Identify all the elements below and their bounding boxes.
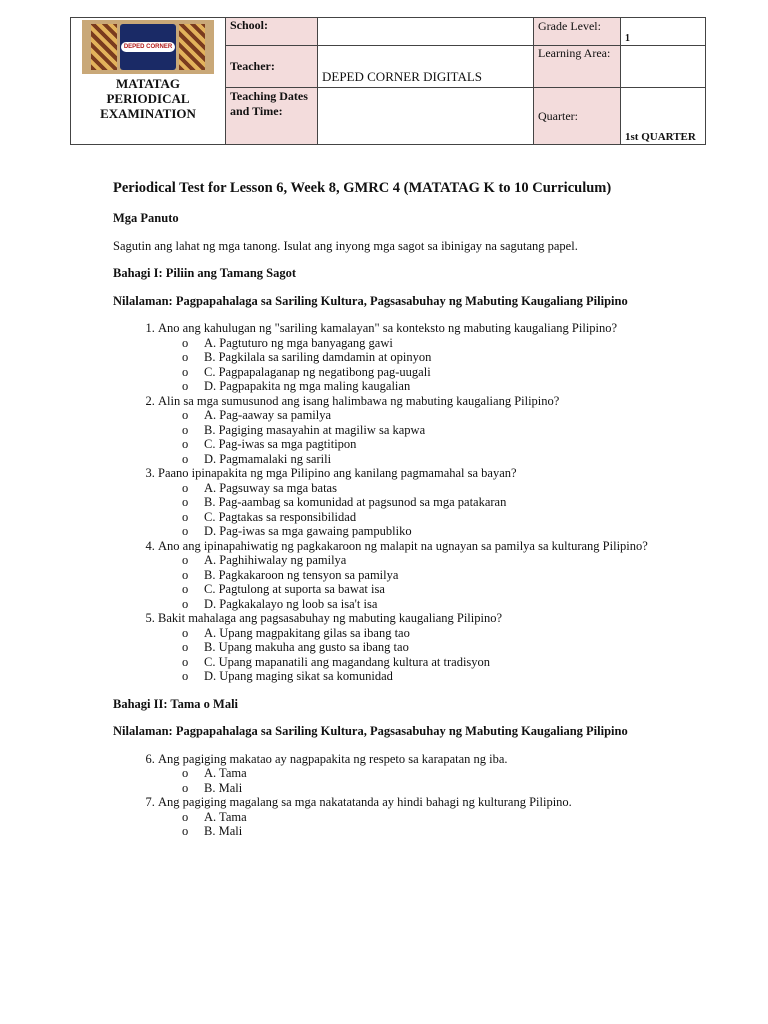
question-item xyxy=(158,752,673,796)
option-item: o C. Pagpapalaganap ng negatibong pag-uugali xyxy=(182,365,673,380)
option-list xyxy=(158,626,673,684)
instructions-heading: Mga Panuto xyxy=(113,211,179,225)
part1-heading: Bahagi I: Piliin ang Tamang Sagot xyxy=(113,266,297,280)
part2-content-heading: Nilalaman: Pagpapahalaga sa Sariling Kultura, Pagsasabuhay ng Mabuting Kaugaliang Pilipino xyxy=(113,724,628,738)
instructions-text: Sagutin ang lahat ng mga tanong. Isulat ang inyong mga sagot sa ibinigay na sagutang papel. xyxy=(113,238,578,253)
option-item: o D. Pag-iwas sa mga gawaing pampubliko xyxy=(182,524,673,539)
teaching-dates-field[interactable] xyxy=(318,88,534,145)
option-item: o B. Upang makuha ang gusto sa ibang tao xyxy=(182,640,673,655)
question-text: 1. Ano ang kahulugan ng "sariling kamalayan" sa konteksto ng mabuting kaugaliang Pilipino? xyxy=(158,321,618,335)
question-text: 7. Ang pagiging magalang sa mga nakatatanda ay hindi bahagi ng kulturang Pilipino. xyxy=(158,795,572,809)
option-item: o C. Pagtakas sa responsibilidad xyxy=(182,510,673,525)
school-field[interactable] xyxy=(318,18,534,46)
exam-content xyxy=(113,180,673,852)
option-item: o A. Upang magpakitang gilas sa ibang tao xyxy=(182,626,673,641)
option-list xyxy=(158,553,673,611)
option-item: o B. Mali xyxy=(182,824,673,839)
question-text: 6. Ang pagiging makatao ay nagpapakita ng respeto sa karapatan ng iba. xyxy=(158,751,508,766)
question-item xyxy=(158,611,673,684)
teacher-field[interactable]: DEPED CORNER DIGITALS xyxy=(318,46,534,88)
teaching-dates-label: Teaching Dates and Time: xyxy=(226,88,318,145)
option-list xyxy=(158,481,673,539)
question-item xyxy=(158,321,673,394)
option-item: o A. Pag-aaway sa pamilya xyxy=(182,408,673,423)
option-item: o A. Pagsuway sa mga batas xyxy=(182,481,673,496)
option-item: o C. Pag-iwas sa mga pagtitipon xyxy=(182,437,673,452)
exam-title-line: MATATAG xyxy=(115,76,181,91)
question-text: 5. Bakit mahalaga ang pagsasabuhay ng mabuting kaugaliang Pilipino? xyxy=(158,611,503,625)
exam-title xyxy=(71,76,225,121)
option-item: o B. Pag-aambag sa komunidad at pagsunod sa mga patakaran xyxy=(182,495,673,510)
learning-area-label: Learning Area: xyxy=(534,46,621,88)
quarter-field[interactable]: 1st QUARTER xyxy=(621,88,706,145)
grade-level-field[interactable]: 1 xyxy=(621,18,706,46)
option-list xyxy=(158,766,673,795)
part2-heading: Bahagi II: Tama o Mali xyxy=(113,696,239,711)
header-table xyxy=(70,17,706,145)
option-list xyxy=(158,810,673,839)
option-item: o D. Pagpapakita ng mga maling kaugalian xyxy=(182,379,673,394)
exam-title-line: EXAMINATION xyxy=(100,106,196,121)
question-item xyxy=(158,539,673,612)
option-item: o B. Pagkakaroon ng tensyon sa pamilya xyxy=(182,568,673,583)
question-item xyxy=(158,795,673,839)
question-text: 4. Ano ang ipinapahiwatig ng pagkakaroon ng malapit na ugnayan sa pamilya sa kulturang Pilipino? xyxy=(158,538,648,553)
option-item: o C. Upang mapanatili ang magandang kultura at tradisyon xyxy=(182,655,673,670)
option-item: o B. Mali xyxy=(182,781,673,796)
part2-questions xyxy=(113,752,673,839)
option-item: o C. Pagtulong at suporta sa bawat isa xyxy=(182,582,673,597)
logo-badge: DEPED CORNER xyxy=(121,42,175,52)
question-text: 2. Alin sa mga sumusunod ang isang halimbawa ng mabuting kaugaliang Pilipino? xyxy=(158,393,560,408)
logo-center xyxy=(120,24,176,70)
logo-cell xyxy=(71,18,226,145)
option-item: o D. Pagkakalayo ng loob sa isa't isa xyxy=(182,597,673,612)
option-list xyxy=(158,408,673,466)
option-item: o D. Pagmamalaki ng sarili xyxy=(182,452,673,467)
part1-content-heading: Nilalaman: Pagpapahalaga sa Sariling Kultura, Pagsasabuhay ng Mabuting Kaugaliang Pilipino xyxy=(113,293,628,308)
exam-title-line: PERIODICAL xyxy=(106,91,190,106)
question-item xyxy=(158,466,673,539)
option-item: o D. Upang maging sikat sa komunidad xyxy=(182,669,673,684)
option-item: o A. Tama xyxy=(182,810,673,825)
quarter-label: Quarter: xyxy=(534,88,621,145)
question-text: 3. Paano ipinapakita ng mga Pilipino ang kanilang pagmamahal sa bayan? xyxy=(158,466,517,480)
deped-corner-logo xyxy=(82,20,214,74)
teacher-label: Teacher: xyxy=(226,46,318,88)
learning-area-field[interactable] xyxy=(621,46,706,88)
part1-questions xyxy=(113,321,673,684)
option-item: o A. Tama xyxy=(182,766,673,781)
document-title: Periodical Test for Lesson 6, Week 8, GMRC 4 (MATATAG K to 10 Curriculum) xyxy=(113,180,612,196)
school-label: School: xyxy=(226,18,318,46)
grade-level-label: Grade Level: xyxy=(534,18,621,46)
option-item: o B. Pagkilala sa sariling damdamin at opinyon xyxy=(182,350,673,365)
option-item: o B. Pagiging masayahin at magiliw sa kapwa xyxy=(182,423,673,438)
question-item xyxy=(158,394,673,467)
option-item: o A. Pagtuturo ng mga banyagang gawi xyxy=(182,336,673,351)
option-item: o A. Paghihiwalay ng pamilya xyxy=(182,553,673,568)
logo-pattern-left xyxy=(91,24,117,70)
option-list xyxy=(158,336,673,394)
logo-pattern-right xyxy=(179,24,205,70)
